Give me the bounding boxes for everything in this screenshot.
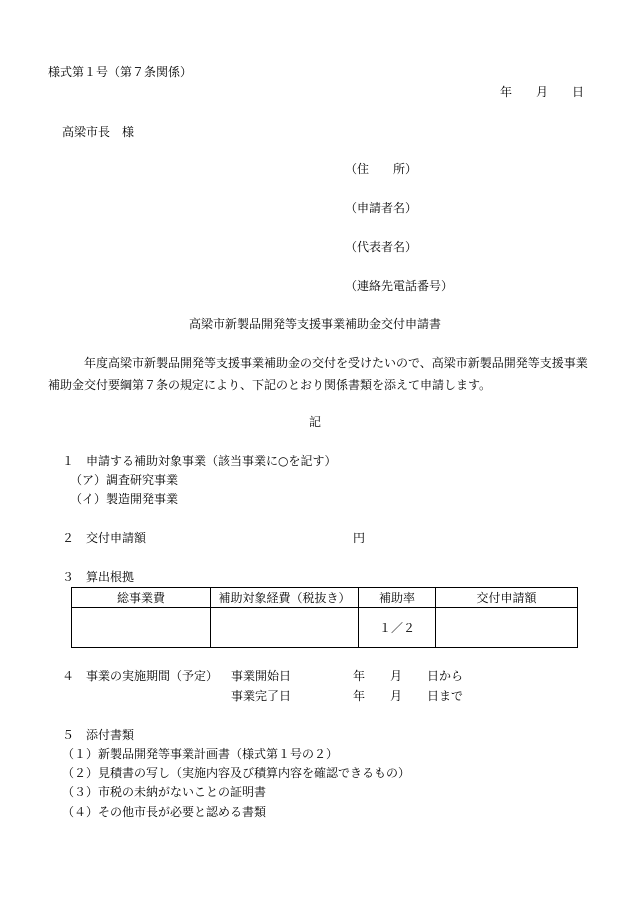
attachment-item-4: （４）その他市長が必要と認める書類 — [62, 805, 267, 819]
addressee: 高梁市長 様 — [62, 125, 135, 139]
document-title: 高梁市新製品開発等支援事業補助金交付申請書 — [188, 317, 441, 331]
col-total-cost: 総事業費 — [72, 588, 211, 608]
col-requested-amount: 交付申請額 — [436, 588, 578, 608]
attachment-item-2: （２）見積書の写し（実施内容及び積算内容を確認できるもの） — [62, 766, 411, 780]
end-year: 年 — [353, 689, 366, 703]
cell-eligible-cost[interactable] — [211, 608, 359, 648]
section5-heading: ５ 添付書類 — [62, 728, 135, 742]
date-month: 月 — [536, 85, 549, 99]
attachment-item-3: （３）市税の未納がないことの証明書 — [62, 785, 267, 799]
table-row — [72, 608, 578, 648]
body-text: 年度高梁市新製品開発等支援事業補助金の交付を受けたいので、高梁市新製品開発等支援事業補助金交付要綱第７条の規定により、下記のとおり関係書類を添えて申請します。 — [48, 356, 588, 392]
section4-heading: ４ 事業の実施期間（予定） — [62, 669, 219, 683]
start-month: 月 — [390, 669, 403, 683]
start-suffix: 日から — [427, 669, 464, 683]
field-representative: （代表者名） — [345, 240, 418, 254]
form-number: 様式第１号（第７条関係） — [48, 65, 193, 79]
table-header-row — [72, 588, 578, 608]
start-year: 年 — [353, 669, 366, 683]
start-date-label: 事業開始日 — [231, 669, 292, 683]
field-applicant-name: （申請者名） — [345, 201, 418, 215]
col-eligible-cost: 補助対象経費（税抜き） — [211, 588, 359, 608]
date-day: 日 — [572, 85, 585, 99]
attachment-item-1: （１）新製品開発等事業計画書（様式第１号の２） — [62, 747, 339, 761]
cell-total-cost[interactable] — [72, 608, 211, 648]
section1-item-a: （ア）調査研究事業 — [70, 473, 179, 487]
end-month: 月 — [390, 689, 403, 703]
calculation-table — [71, 587, 578, 648]
field-address: （住 所） — [345, 162, 418, 176]
section1-heading: １ 申請する補助対象事業（該当事業に○を記す） — [62, 454, 337, 468]
end-date-label: 事業完了日 — [231, 689, 292, 703]
section1-item-b: （イ）製造開発事業 — [70, 492, 179, 506]
col-subsidy-rate: 補助率 — [359, 588, 436, 608]
section2-heading: ２ 交付申請額 — [62, 531, 147, 545]
section3-heading: ３ 算出根拠 — [62, 570, 135, 584]
date-year: 年 — [500, 85, 513, 99]
section2-unit: 円 — [353, 531, 366, 545]
cell-requested-amount[interactable] — [436, 608, 578, 648]
field-phone: （連絡先電話番号） — [345, 279, 454, 293]
ki-heading: 記 — [308, 415, 321, 429]
end-suffix: 日まで — [427, 689, 464, 703]
cell-subsidy-rate: １／２ — [359, 608, 436, 648]
